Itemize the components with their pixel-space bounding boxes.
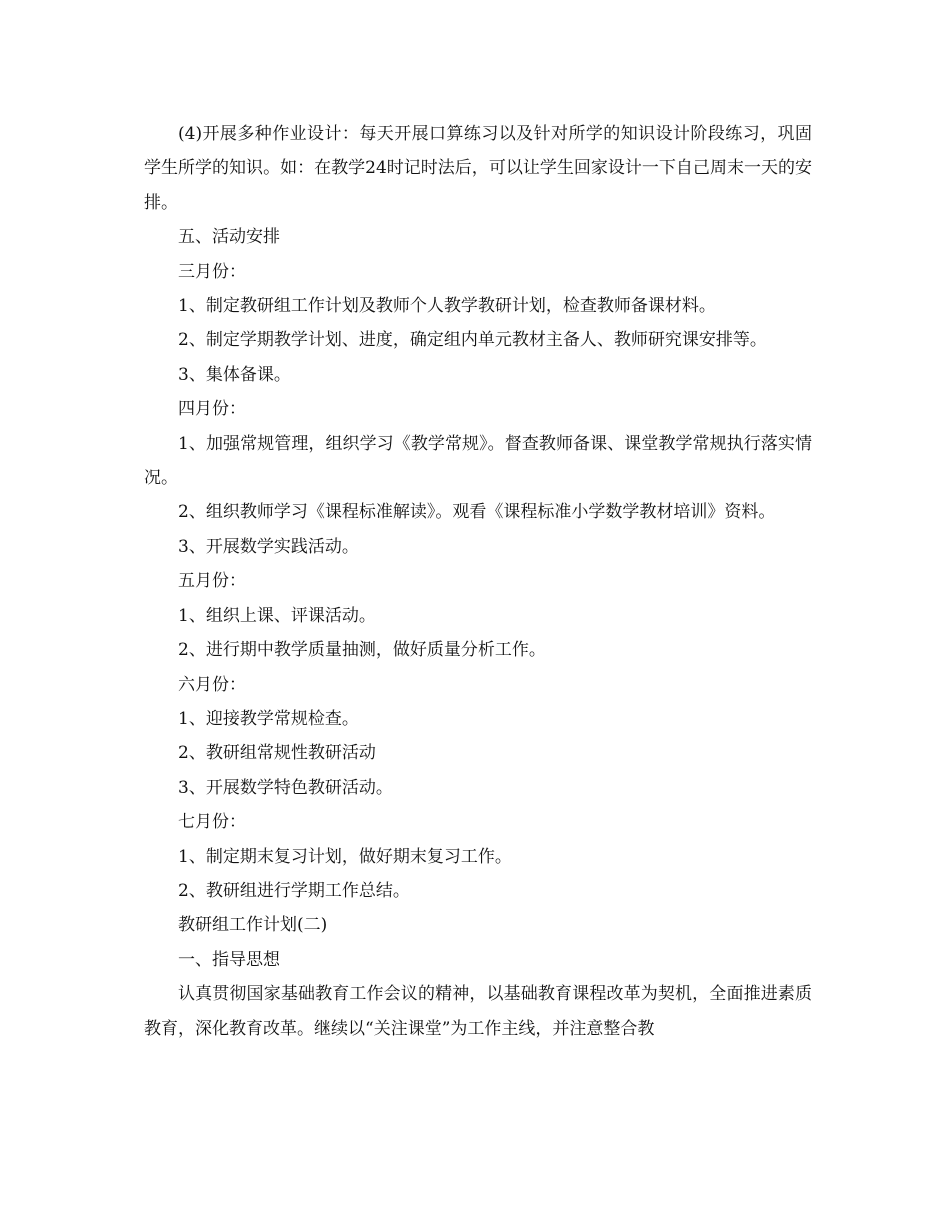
heading-june: 六月份： — [178, 674, 246, 695]
list-item: 3、集体备课。 — [178, 364, 291, 385]
list-item: 3、开展数学特色教研活动。 — [178, 777, 393, 798]
list-item: 1、组织上课、评课活动。 — [178, 605, 376, 626]
section-title-plan-two: 教研组工作计划(二) — [178, 915, 328, 936]
heading-activity-schedule: 五、活动安排 — [178, 227, 280, 248]
paragraph-homework-design: (4)开展多种作业设计：每天开展口算练习以及针对所学的知识设计阶段练习，巩固学生所学的知识。如：在教学24时记时法后，可以让学生回家设计一下自己周末一天的安排。 — [144, 124, 812, 213]
list-item: 2、教研组进行学期工作总结。 — [178, 880, 410, 901]
list-item: 3、开展数学实践活动。 — [178, 536, 359, 557]
heading-march: 三月份： — [178, 261, 246, 282]
list-item: 2、教研组常规性教研活动 — [178, 743, 376, 764]
heading-guiding-ideology: 一、指导思想 — [178, 949, 280, 970]
document-body — [144, 117, 812, 1046]
list-item: 2、进行期中教学质量抽测，做好质量分析工作。 — [178, 640, 546, 661]
list-item: 1、制定教研组工作计划及教师个人教学教研计划，检查教师备课材料。 — [178, 296, 716, 317]
list-item: 2、组织教师学习《课程标准解读》。观看《课程标准小学数学教材培训》资料。 — [178, 502, 776, 523]
list-item: 2、制定学期教学计划、进度，确定组内单元教材主备人、教师研究课安排等。 — [178, 330, 767, 351]
heading-may: 五月份： — [178, 571, 246, 592]
list-item: 1、加强常规管理，组织学习《教学常规》。督查教师备课、课堂教学常规执行落实情况。 — [144, 433, 812, 489]
heading-july: 七月份： — [178, 812, 246, 833]
list-item: 1、迎接教学常规检查。 — [178, 708, 359, 729]
paragraph-guiding-ideology: 认真贯彻国家基础教育工作会议的精神，以基础教育课程改革为契机，全面推进素质教育，深化教育改革。继续以“关注课堂”为工作主线，并注意整合教 — [144, 984, 812, 1039]
list-item: 1、制定期末复习计划，做好期末复习工作。 — [178, 846, 512, 867]
heading-april: 四月份： — [178, 399, 246, 420]
